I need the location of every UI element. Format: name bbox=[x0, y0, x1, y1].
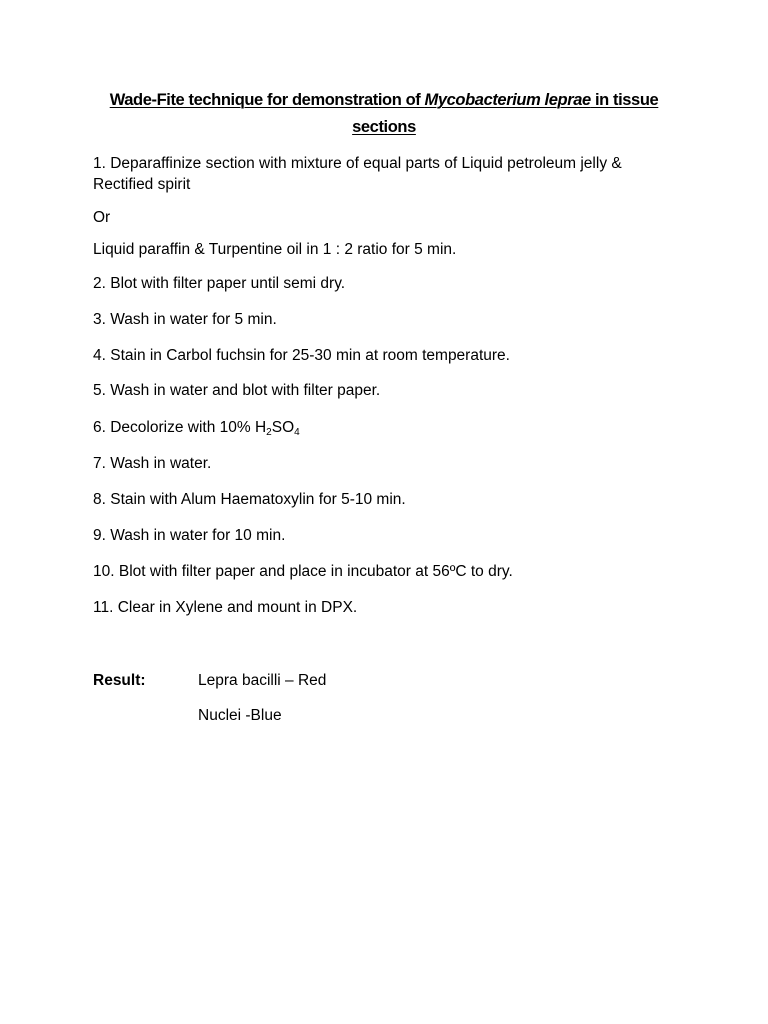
title-text-part2: in tissue bbox=[590, 91, 659, 109]
step-5: 5. Wash in water and blot with filter paper. bbox=[93, 382, 381, 399]
step-6-subscript-2: 4 bbox=[294, 427, 300, 438]
step-6-mid: SO bbox=[271, 419, 295, 436]
alternative-step: Liquid paraffin & Turpentine oil in 1 : 2 ratio for 5 min. bbox=[93, 241, 457, 258]
step-6-subscript-1: 2 bbox=[266, 427, 272, 438]
result-line-2: Nuclei -Blue bbox=[198, 707, 282, 724]
document-title-line2: sections bbox=[352, 118, 416, 136]
title-organism-name: Mycobacterium leprae bbox=[424, 91, 591, 109]
step-6-prefix: 6. Decolorize with 10% H bbox=[93, 419, 267, 436]
step-8: 8. Stain with Alum Haematoxylin for 5-10 min. bbox=[93, 491, 406, 508]
step-3: 3. Wash in water for 5 min. bbox=[93, 311, 277, 328]
result-label: Result: bbox=[93, 672, 146, 689]
step-2: 2. Blot with filter paper until semi dry. bbox=[93, 275, 346, 292]
step-1-line-2: Rectified spirit bbox=[93, 176, 191, 193]
step-4: 4. Stain in Carbol fuchsin for 25-30 min at room temperature. bbox=[93, 347, 510, 364]
step-1-line-1: 1. Deparaffinize section with mixture of equal parts of Liquid petroleum jelly & bbox=[93, 155, 622, 172]
step-9: 9. Wash in water for 10 min. bbox=[93, 527, 286, 544]
title-text-part1: Wade-Fite technique for demonstration of bbox=[109, 91, 425, 109]
document-title-line1 bbox=[60, 86, 708, 114]
or-separator: Or bbox=[93, 209, 111, 226]
step-6 bbox=[93, 418, 693, 440]
step-10: 10. Blot with filter paper and place in incubator at 56ºC to dry. bbox=[93, 563, 513, 580]
step-11: 11. Clear in Xylene and mount in DPX. bbox=[93, 599, 358, 616]
step-7: 7. Wash in water. bbox=[93, 455, 212, 472]
result-line-1: Lepra bacilli – Red bbox=[198, 672, 327, 689]
